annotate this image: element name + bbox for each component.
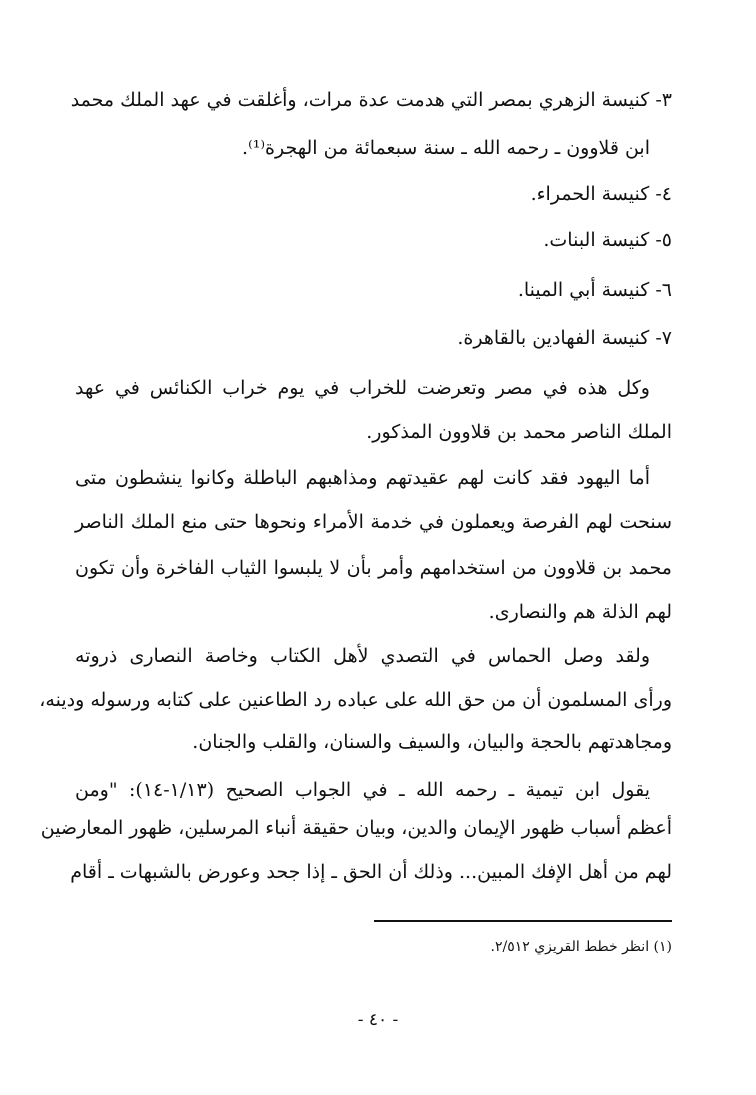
footnote-separator [374,920,672,922]
text-line: سنحت لهم الفرصة ويعملون في خدمة الأمراء ونحوها حتى منع الملك الناصر [75,511,672,533]
list-item: ٤- كنيسة الحمراء. [530,183,672,205]
text-line: ٣- كنيسة الزهري بمصر التي هدمت عدة مرات، وأغلقت في عهد الملك محمد [70,89,672,111]
text-line: لهم من أهل الإفك المبين... وذلك أن الحق ـ إذا جحد وعورض بالشبهات ـ أقام [70,861,672,883]
text-line: ورأى المسلمون أن من حق الله على عباده رد الطاعنين على كتابه ورسوله ودينه، [39,689,672,711]
text-line: لهم الذلة هم والنصارى. [488,601,672,623]
text-line: أما اليهود فقد كانت لهم عقيدتهم ومذاهبهم الباطلة وكانوا ينشطون متى [75,467,650,489]
text-line: وكل هذه في مصر وتعرضت للخراب في يوم خراب الكنائس في عهد [75,377,650,399]
text-line: أعظم أسباب ظهور الإيمان والدين، وبيان حقيقة أنباء المرسلين، ظهور المعارضين [40,817,672,839]
text-line: يقول ابن تيمية ـ رحمه الله ـ في الجواب الصحيح (١/١٣-١٤): "ومن [75,779,650,801]
list-item: ٦- كنيسة أبي المينا. [517,279,672,301]
text-line: محمد بن قلاوون من استخدامهم وأمر بأن لا يلبسوا الثياب الفاخرة وأن تكون [75,557,672,579]
list-item: ٧- كنيسة الفهادين بالقاهرة. [457,327,672,349]
footnote: (١) انظر خطط القريزي ٢/٥١٢. [490,939,672,955]
text-line: الملك الناصر محمد بن قلاوون المذكور. [366,421,672,443]
text-line: ولقد وصل الحماس في التصدي لأهل الكتاب وخاصة النصارى ذروته [75,645,650,667]
text-line: ابن قلاوون ـ رحمه الله ـ سنة سبعمائة من الهجرة⁽¹⁾. [242,137,650,159]
page-number: - ٤٠ - [357,1010,399,1030]
text-line: ومجاهدتهم بالحجة والبيان، والسيف والسنان، والقلب والجنان. [192,731,672,753]
list-item: ٥- كنيسة البنات. [543,229,672,251]
